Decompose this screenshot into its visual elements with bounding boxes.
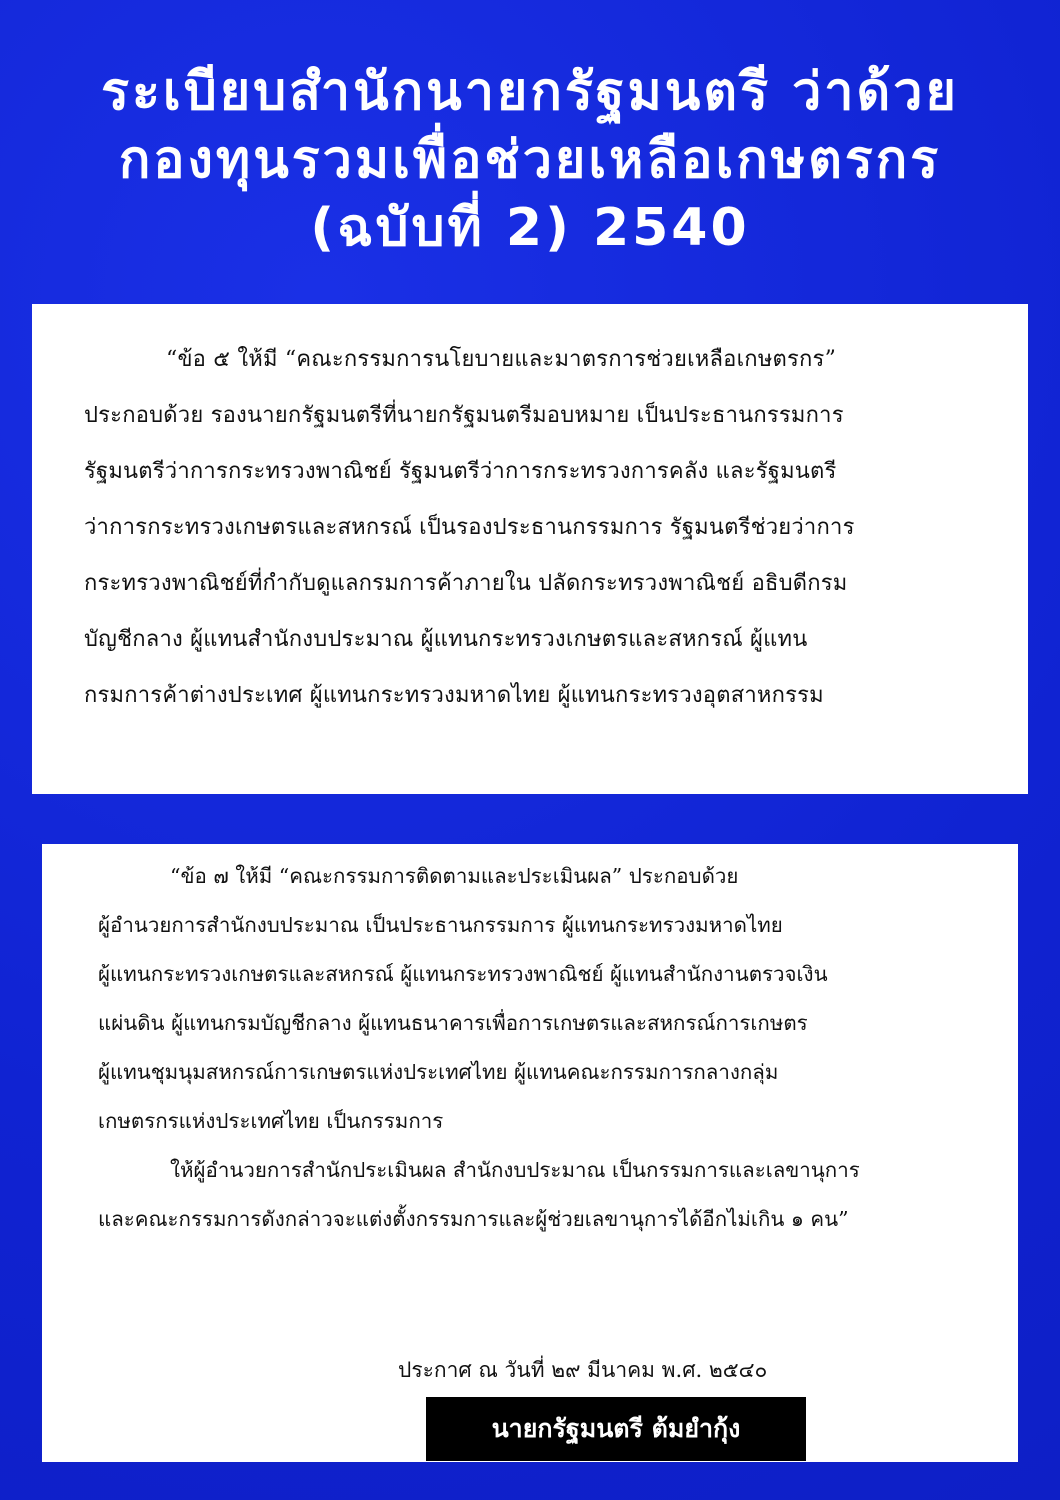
section-7-line-3: ผู้แทนกระทรวงเกษตรและสหกรณ์ ผู้แทนกระทรวงพาณิชย์ ผู้แทนสำนักงานตรวจเงิน bbox=[98, 962, 828, 986]
section-5-line-5: กระทรวงพาณิชย์ที่กำกับดูแลกรมการค้าภายใน ปลัดกระทรวงพาณิชย์ อธิบดีกรม bbox=[84, 571, 848, 596]
section-7-line-6: เกษตรกรแห่งประเทศไทย เป็นกรรมการ bbox=[98, 1109, 444, 1133]
section-7-line-1: “ข้อ ๗ ให้มี “คณะกรรมการติดตามและประเมินผล” ประกอบด้วย bbox=[170, 864, 739, 888]
section-7-line-4: แผ่นดิน ผู้แทนกรมบัญชีกลาง ผู้แทนธนาคารเพื่อการเกษตรและสหกรณ์การเกษตร bbox=[98, 1011, 808, 1035]
section-5-line-4: ว่าการกระทรวงเกษตรและสหกรณ์ เป็นรองประธานกรรมการ รัฐมนตรีช่วยว่าการ bbox=[84, 515, 855, 540]
announcement-date: ประกาศ ณ วันที่ ๒๙ มีนาคม พ.ศ. ๒๕๔๐ bbox=[398, 1358, 768, 1382]
title-line-3: (ฉบับที่ 2) 2540 bbox=[310, 198, 750, 258]
section-7-line-5: ผู้แทนชุมนุมสหกรณ์การเกษตรแห่งประเทศไทย ผู้แทนคณะกรรมการกลางกลุ่ม bbox=[98, 1060, 779, 1084]
section-7-line-8: และคณะกรรมการดังกล่าวจะแต่งตั้งกรรมการและผู้ช่วยเลขานุการได้อีกไม่เกิน ๑ คน” bbox=[98, 1207, 849, 1231]
title-line-1: ระเบียบสำนักนายกรัฐมนตรี ว่าด้วย bbox=[101, 62, 959, 122]
document-excerpt-section-7 bbox=[42, 844, 1018, 1462]
document-excerpt-section-5 bbox=[32, 304, 1028, 794]
signature-label: นายกรัฐมนตรี ต้มยำกุ้ง bbox=[426, 1397, 806, 1461]
section-5-line-7: กรมการค้าต่างประเทศ ผู้แทนกระทรวงมหาดไทย ผู้แทนกระทรวงอุตสาหกรรม bbox=[84, 683, 824, 708]
page-title bbox=[0, 58, 1060, 262]
section-5-line-3: รัฐมนตรีว่าการกระทรวงพาณิชย์ รัฐมนตรีว่าการกระทรวงการคลัง และรัฐมนตรี bbox=[84, 459, 837, 484]
section-7-line-7: ให้ผู้อำนวยการสำนักประเมินผล สำนักงบประมาณ เป็นกรรมการและเลขานุการ bbox=[170, 1158, 860, 1182]
section-5-line-1: “ข้อ ๕ ให้มี “คณะกรรมการนโยบายและมาตรการช่วยเหลือเกษตรกร” bbox=[166, 347, 837, 372]
section-5-line-6: บัญชีกลาง ผู้แทนสำนักงบประมาณ ผู้แทนกระทรวงเกษตรและสหกรณ์ ผู้แทน bbox=[84, 627, 808, 652]
section-5-line-2: ประกอบด้วย รองนายกรัฐมนตรีที่นายกรัฐมนตรีมอบหมาย เป็นประธานกรรมการ bbox=[84, 403, 844, 428]
section-7-line-2: ผู้อำนวยการสำนักงบประมาณ เป็นประธานกรรมการ ผู้แทนกระทรวงมหาดไทย bbox=[98, 913, 783, 937]
title-line-2: กองทุนรวมเพื่อช่วยเหลือเกษตรกร bbox=[118, 130, 942, 190]
